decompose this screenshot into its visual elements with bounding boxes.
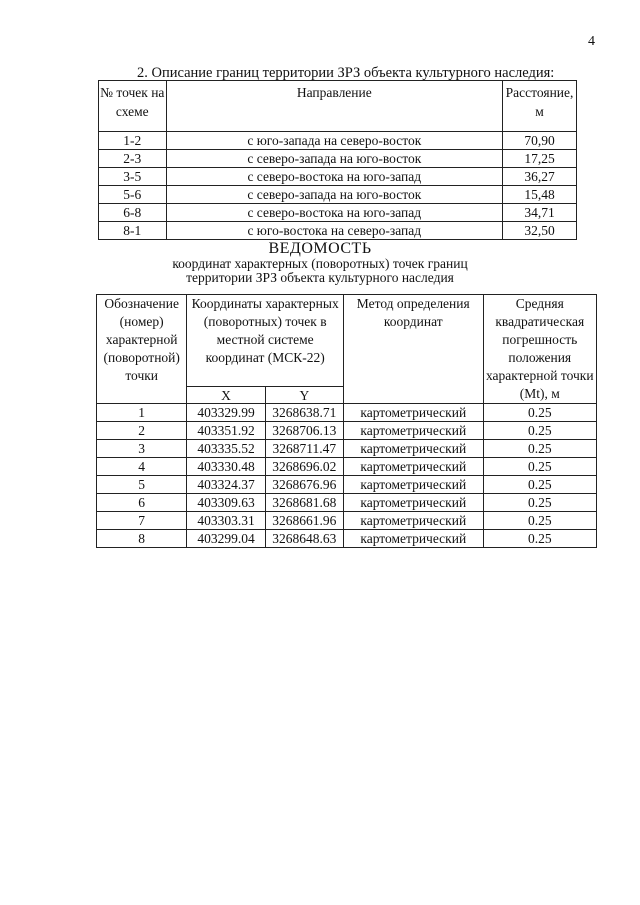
- cell-distance: 70,90: [503, 132, 577, 150]
- header-point-id: Обозначение (номер) характерной (поворотной) точки: [97, 295, 187, 404]
- cell-point-id: 3: [97, 440, 187, 458]
- cell-error: 0.25: [483, 476, 596, 494]
- boundary-description-table: [98, 80, 577, 240]
- cell-point-id: 1: [97, 404, 187, 422]
- cell-error: 0.25: [483, 404, 596, 422]
- cell-points: 2-3: [99, 150, 167, 168]
- cell-x: 403330.48: [187, 458, 265, 476]
- page-number: 4: [588, 34, 595, 49]
- table-row: [99, 132, 577, 150]
- cell-points: 1-2: [99, 132, 167, 150]
- cell-point-id: 2: [97, 422, 187, 440]
- table-row: [97, 512, 597, 530]
- statement-title: ВЕДОМОСТЬ: [268, 240, 372, 257]
- coordinates-table: [96, 294, 597, 548]
- table-row: [97, 458, 597, 476]
- table-row: [97, 404, 597, 422]
- cell-method: картометрический: [343, 404, 483, 422]
- cell-direction: с юго-востока на северо-запад: [166, 222, 503, 240]
- cell-y: 3268648.63: [265, 530, 343, 548]
- boundary-table-caption: 2. Описание границ территории ЗРЗ объекта культурного наследия:: [137, 65, 555, 81]
- cell-y: 3268661.96: [265, 512, 343, 530]
- cell-point-id: 6: [97, 494, 187, 512]
- cell-points: 5-6: [99, 186, 167, 204]
- table-row: [97, 494, 597, 512]
- cell-x: 403303.31: [187, 512, 265, 530]
- header-points: № точек на схеме: [99, 81, 167, 132]
- table-header-row: [99, 81, 577, 132]
- table-row: [97, 530, 597, 548]
- cell-point-id: 7: [97, 512, 187, 530]
- table-header-row: [97, 295, 597, 387]
- cell-points: 6-8: [99, 204, 167, 222]
- cell-direction: с юго-запада на северо-восток: [166, 132, 503, 150]
- header-direction: Направление: [166, 81, 503, 132]
- table-row: [97, 440, 597, 458]
- cell-method: картометрический: [343, 530, 483, 548]
- header-error: Средняя квадратическая погрешность положения характерной точки (Mt), м: [483, 295, 596, 404]
- cell-method: картометрический: [343, 458, 483, 476]
- cell-x: 403309.63: [187, 494, 265, 512]
- cell-error: 0.25: [483, 530, 596, 548]
- cell-method: картометрический: [343, 494, 483, 512]
- header-distance: Расстояние, м: [503, 81, 577, 132]
- cell-direction: с северо-востока на юго-запад: [166, 168, 503, 186]
- cell-point-id: 4: [97, 458, 187, 476]
- cell-direction: с северо-запада на юго-восток: [166, 150, 503, 168]
- table-row: [97, 476, 597, 494]
- cell-y: 3268638.71: [265, 404, 343, 422]
- cell-distance: 36,27: [503, 168, 577, 186]
- cell-direction: с северо-запада на юго-восток: [166, 186, 503, 204]
- table-row: [99, 150, 577, 168]
- cell-method: картометрический: [343, 440, 483, 458]
- cell-y: 3268696.02: [265, 458, 343, 476]
- cell-method: картометрический: [343, 512, 483, 530]
- statement-subtitle-line2: территории ЗРЗ объекта культурного наследия: [186, 270, 454, 285]
- cell-x: 403335.52: [187, 440, 265, 458]
- cell-x: 403324.37: [187, 476, 265, 494]
- table-row: [99, 204, 577, 222]
- cell-error: 0.25: [483, 512, 596, 530]
- cell-x: 403299.04: [187, 530, 265, 548]
- cell-y: 3268711.47: [265, 440, 343, 458]
- cell-distance: 32,50: [503, 222, 577, 240]
- cell-x: 403329.99: [187, 404, 265, 422]
- cell-error: 0.25: [483, 440, 596, 458]
- cell-method: картометрический: [343, 476, 483, 494]
- header-x: X: [187, 387, 265, 404]
- cell-method: картометрический: [343, 422, 483, 440]
- header-y: Y: [265, 387, 343, 404]
- cell-x: 403351.92: [187, 422, 265, 440]
- table-row: [99, 222, 577, 240]
- header-method: Метод определения координат: [343, 295, 483, 404]
- boundary-table-body: [99, 132, 577, 240]
- coordinates-table-body: [97, 404, 597, 548]
- cell-error: 0.25: [483, 422, 596, 440]
- table-row: [97, 422, 597, 440]
- cell-y: 3268681.68: [265, 494, 343, 512]
- cell-point-id: 5: [97, 476, 187, 494]
- cell-y: 3268706.13: [265, 422, 343, 440]
- cell-distance: 17,25: [503, 150, 577, 168]
- cell-distance: 15,48: [503, 186, 577, 204]
- statement-subtitle-line1: координат характерных (поворотных) точек границ: [172, 256, 468, 271]
- header-coordinates: Координаты характерных (поворотных) точек в местной системе координат (МСК-22): [187, 295, 344, 387]
- cell-point-id: 8: [97, 530, 187, 548]
- cell-error: 0.25: [483, 458, 596, 476]
- table-row: [99, 168, 577, 186]
- table-row: [99, 186, 577, 204]
- cell-distance: 34,71: [503, 204, 577, 222]
- cell-direction: с северо-востока на юго-запад: [166, 204, 503, 222]
- cell-points: 8-1: [99, 222, 167, 240]
- cell-y: 3268676.96: [265, 476, 343, 494]
- cell-error: 0.25: [483, 494, 596, 512]
- cell-points: 3-5: [99, 168, 167, 186]
